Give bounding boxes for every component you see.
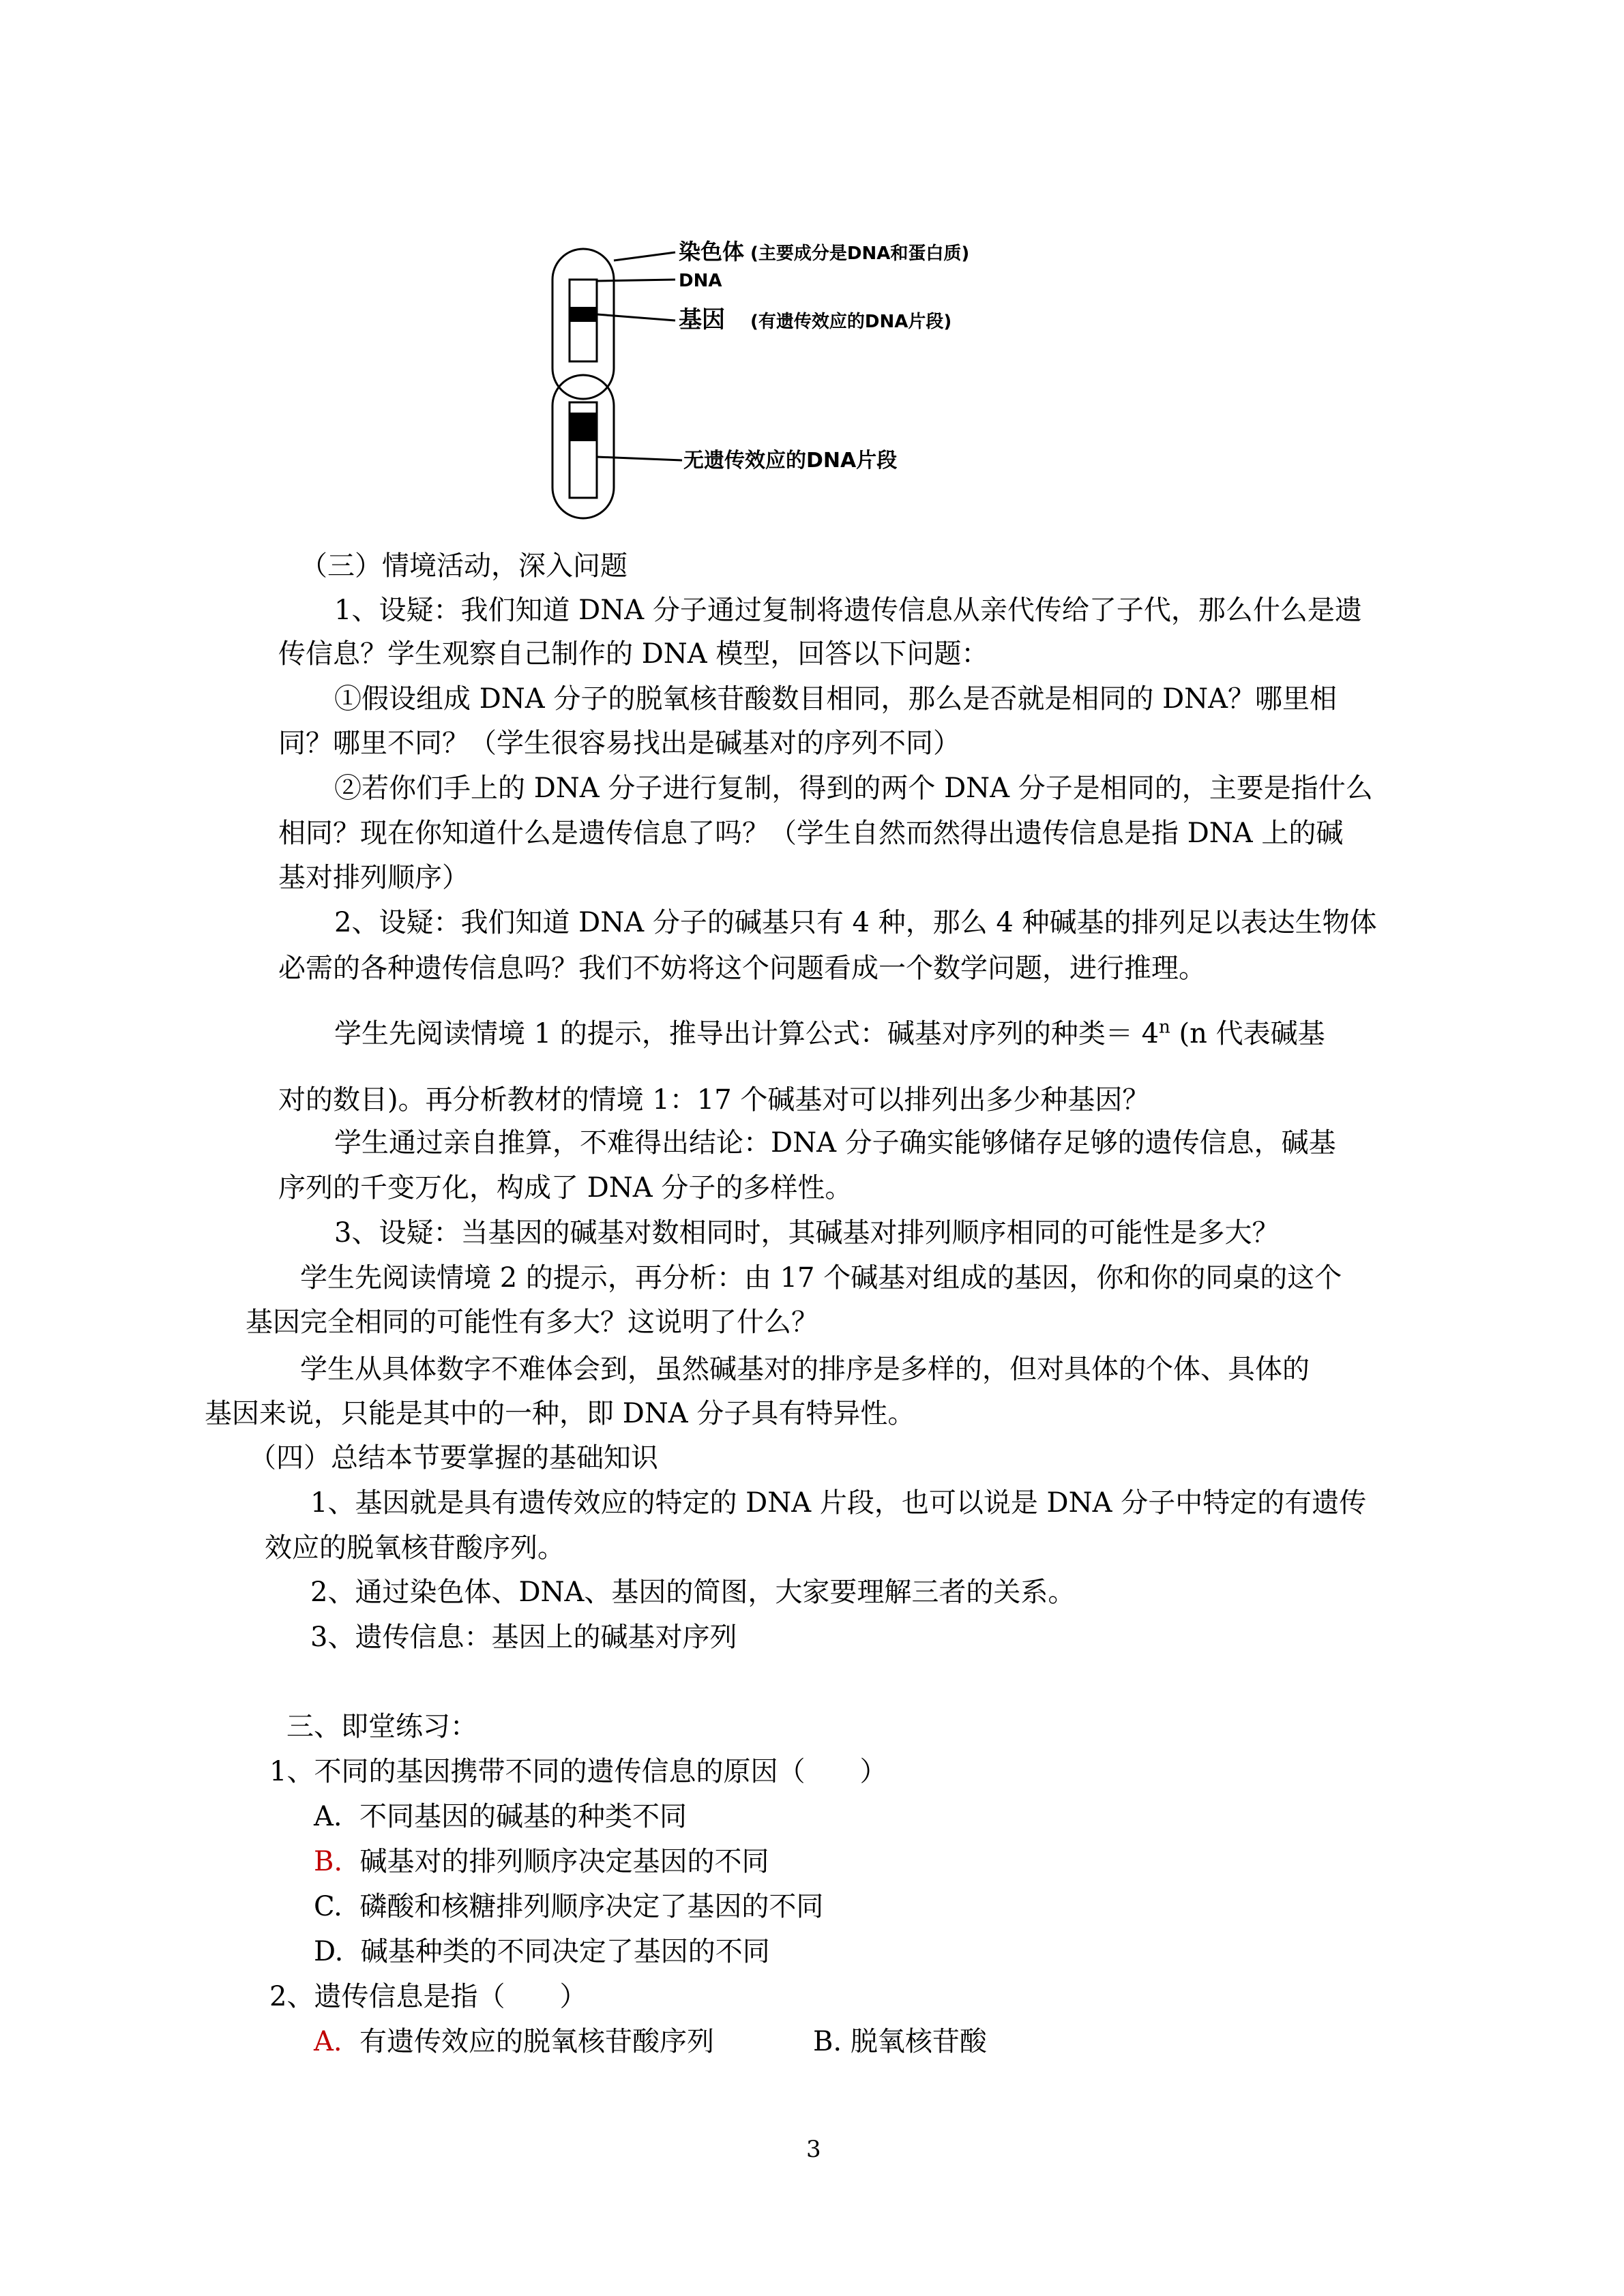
chromosome-shape bbox=[552, 249, 614, 518]
q2-formula-line bbox=[334, 1016, 1325, 1052]
q1b-line-3: 基对排列顺序） bbox=[278, 862, 469, 893]
q1a-line-1: ①假设组成 DNA 分子的脱氧核苷酸数目相同，那么是否就是相同的 DNA？哪里相 bbox=[334, 683, 1338, 715]
q1-line-2: 传信息？学生观察自己制作的 DNA 模型，回答以下问题： bbox=[278, 638, 989, 670]
option-letter: C. bbox=[314, 1891, 342, 1922]
gene-note: (有遗传效应的DNA片段) bbox=[750, 312, 952, 332]
formula-note: (n 代表碱基 bbox=[1170, 1018, 1325, 1049]
q1-line-1: 1、设疑：我们知道 DNA 分子通过复制将遗传信息从亲代传给了子代，那么什么是遗 bbox=[334, 595, 1362, 626]
chromosome-note: (主要成分是DNA和蛋白质) bbox=[750, 243, 970, 264]
q3-line-2: 学生先阅读情境 2 的提示，再分析：由 17 个碱基对组成的基因，你和你的同桌的这个 bbox=[300, 1262, 1342, 1294]
q1-option-a bbox=[314, 1799, 687, 1834]
option-text: 碱基种类的不同决定了基因的不同 bbox=[360, 1936, 770, 1967]
s4-p1-line-2: 效应的脱氧核苷酸序列。 bbox=[265, 1532, 565, 1564]
label-lines bbox=[597, 252, 682, 460]
option-letter: A. bbox=[314, 1801, 342, 1832]
s4-p3: 3、遗传信息：基因上的碱基对序列 bbox=[310, 1622, 737, 1653]
q2-line-6: 序列的千变万化，构成了 DNA 分子的多样性。 bbox=[278, 1172, 853, 1204]
exercise-heading: 三、即堂练习： bbox=[286, 1711, 477, 1742]
q3-line-3: 基因完全相同的可能性有多大？这说明了什么？ bbox=[246, 1307, 818, 1338]
q3-line-1: 3、设疑：当基因的碱基对数相同时，其碱基对排列顺序相同的可能性是多大？ bbox=[334, 1217, 1280, 1249]
q1a-line-2: 同？哪里不同？（学生很容易找出是碱基对的序列不同） bbox=[278, 728, 960, 759]
dna-label: DNA bbox=[679, 271, 722, 291]
q2-line-5: 学生通过亲自推算，不难得出结论：DNA 分子确实能够储存足够的遗传信息，碱基 bbox=[334, 1127, 1336, 1159]
s4-p1-line-1: 1、基因就是具有遗传效应的特定的 DNA 片段，也可以说是 DNA 分子中特定的有遗传 bbox=[310, 1487, 1367, 1519]
chromosome-diagram bbox=[532, 225, 1050, 525]
q1-option-d bbox=[314, 1934, 770, 1969]
q2-line-4: 对的数目)。再分析教材的情境 1：17 个碱基对可以排列出多少种基因？ bbox=[278, 1084, 1150, 1116]
s4-p2: 2、通过染色体、DNA、基因的简图，大家要理解三者的关系。 bbox=[310, 1577, 1076, 1608]
exercise-q1: 1、不同的基因携带不同的遗传信息的原因（ ） bbox=[269, 1756, 887, 1787]
q3-line-4: 学生从具体数字不难体会到，虽然碱基对的排序是多样的，但对具体的个体、具体的 bbox=[300, 1354, 1310, 1385]
formula-text: 学生先阅读情境 1 的提示，推导出计算公式：碱基对序列的种类＝ 4 bbox=[334, 1018, 1160, 1049]
exercise-q2: 2、遗传信息是指（ ） bbox=[269, 1981, 587, 2012]
q1-option-c bbox=[314, 1889, 823, 1924]
option-letter: D. bbox=[314, 1936, 344, 1967]
section-4-heading: （四）总结本节要掌握的基础知识 bbox=[249, 1442, 658, 1474]
formula-exponent: n bbox=[1159, 1017, 1170, 1038]
q2-line-2: 必需的各种遗传信息吗？我们不妨将这个问题看成一个数学问题，进行推理。 bbox=[278, 953, 1206, 984]
q2-option-b: B. 脱氧核苷酸 bbox=[813, 2026, 987, 2057]
option-text: 碱基对的排列顺序决定基因的不同 bbox=[359, 1846, 769, 1877]
non-gene-label: 无遗传效应的DNA片段 bbox=[683, 449, 898, 473]
option-letter-answer: B. bbox=[314, 1846, 343, 1877]
q2-line-1: 2、设疑：我们知道 DNA 分子的碱基只有 4 种，那么 4 种碱基的排列足以表达生物体 bbox=[334, 907, 1377, 938]
chromosome-label: 染色体 bbox=[679, 239, 745, 265]
option-text: 有遗传效应的脱氧核苷酸序列 bbox=[359, 2026, 715, 2057]
option-letter-answer: A. bbox=[314, 2026, 342, 2057]
gene-label: 基因 bbox=[679, 306, 725, 333]
q2-option-a bbox=[314, 2024, 714, 2059]
q1b-line-2: 相同？现在你知道什么是遗传信息了吗？（学生自然而然得出遗传信息是指 DNA 上的碱 bbox=[278, 818, 1344, 849]
q1-option-b bbox=[314, 1844, 769, 1879]
q3-line-5: 基因来说，只能是其中的一种，即 DNA 分子具有特异性。 bbox=[205, 1398, 915, 1429]
option-text: 不同基因的碱基的种类不同 bbox=[359, 1801, 688, 1832]
option-text: 磷酸和核糖排列顺序决定了基因的不同 bbox=[359, 1891, 824, 1922]
section-3-heading: （三）情境活动，深入问题 bbox=[300, 550, 628, 582]
q1b-line-1: ②若你们手上的 DNA 分子进行复制，得到的两个 DNA 分子是相同的，主要是指什么 bbox=[334, 773, 1373, 804]
page-number: 3 bbox=[806, 2136, 821, 2163]
